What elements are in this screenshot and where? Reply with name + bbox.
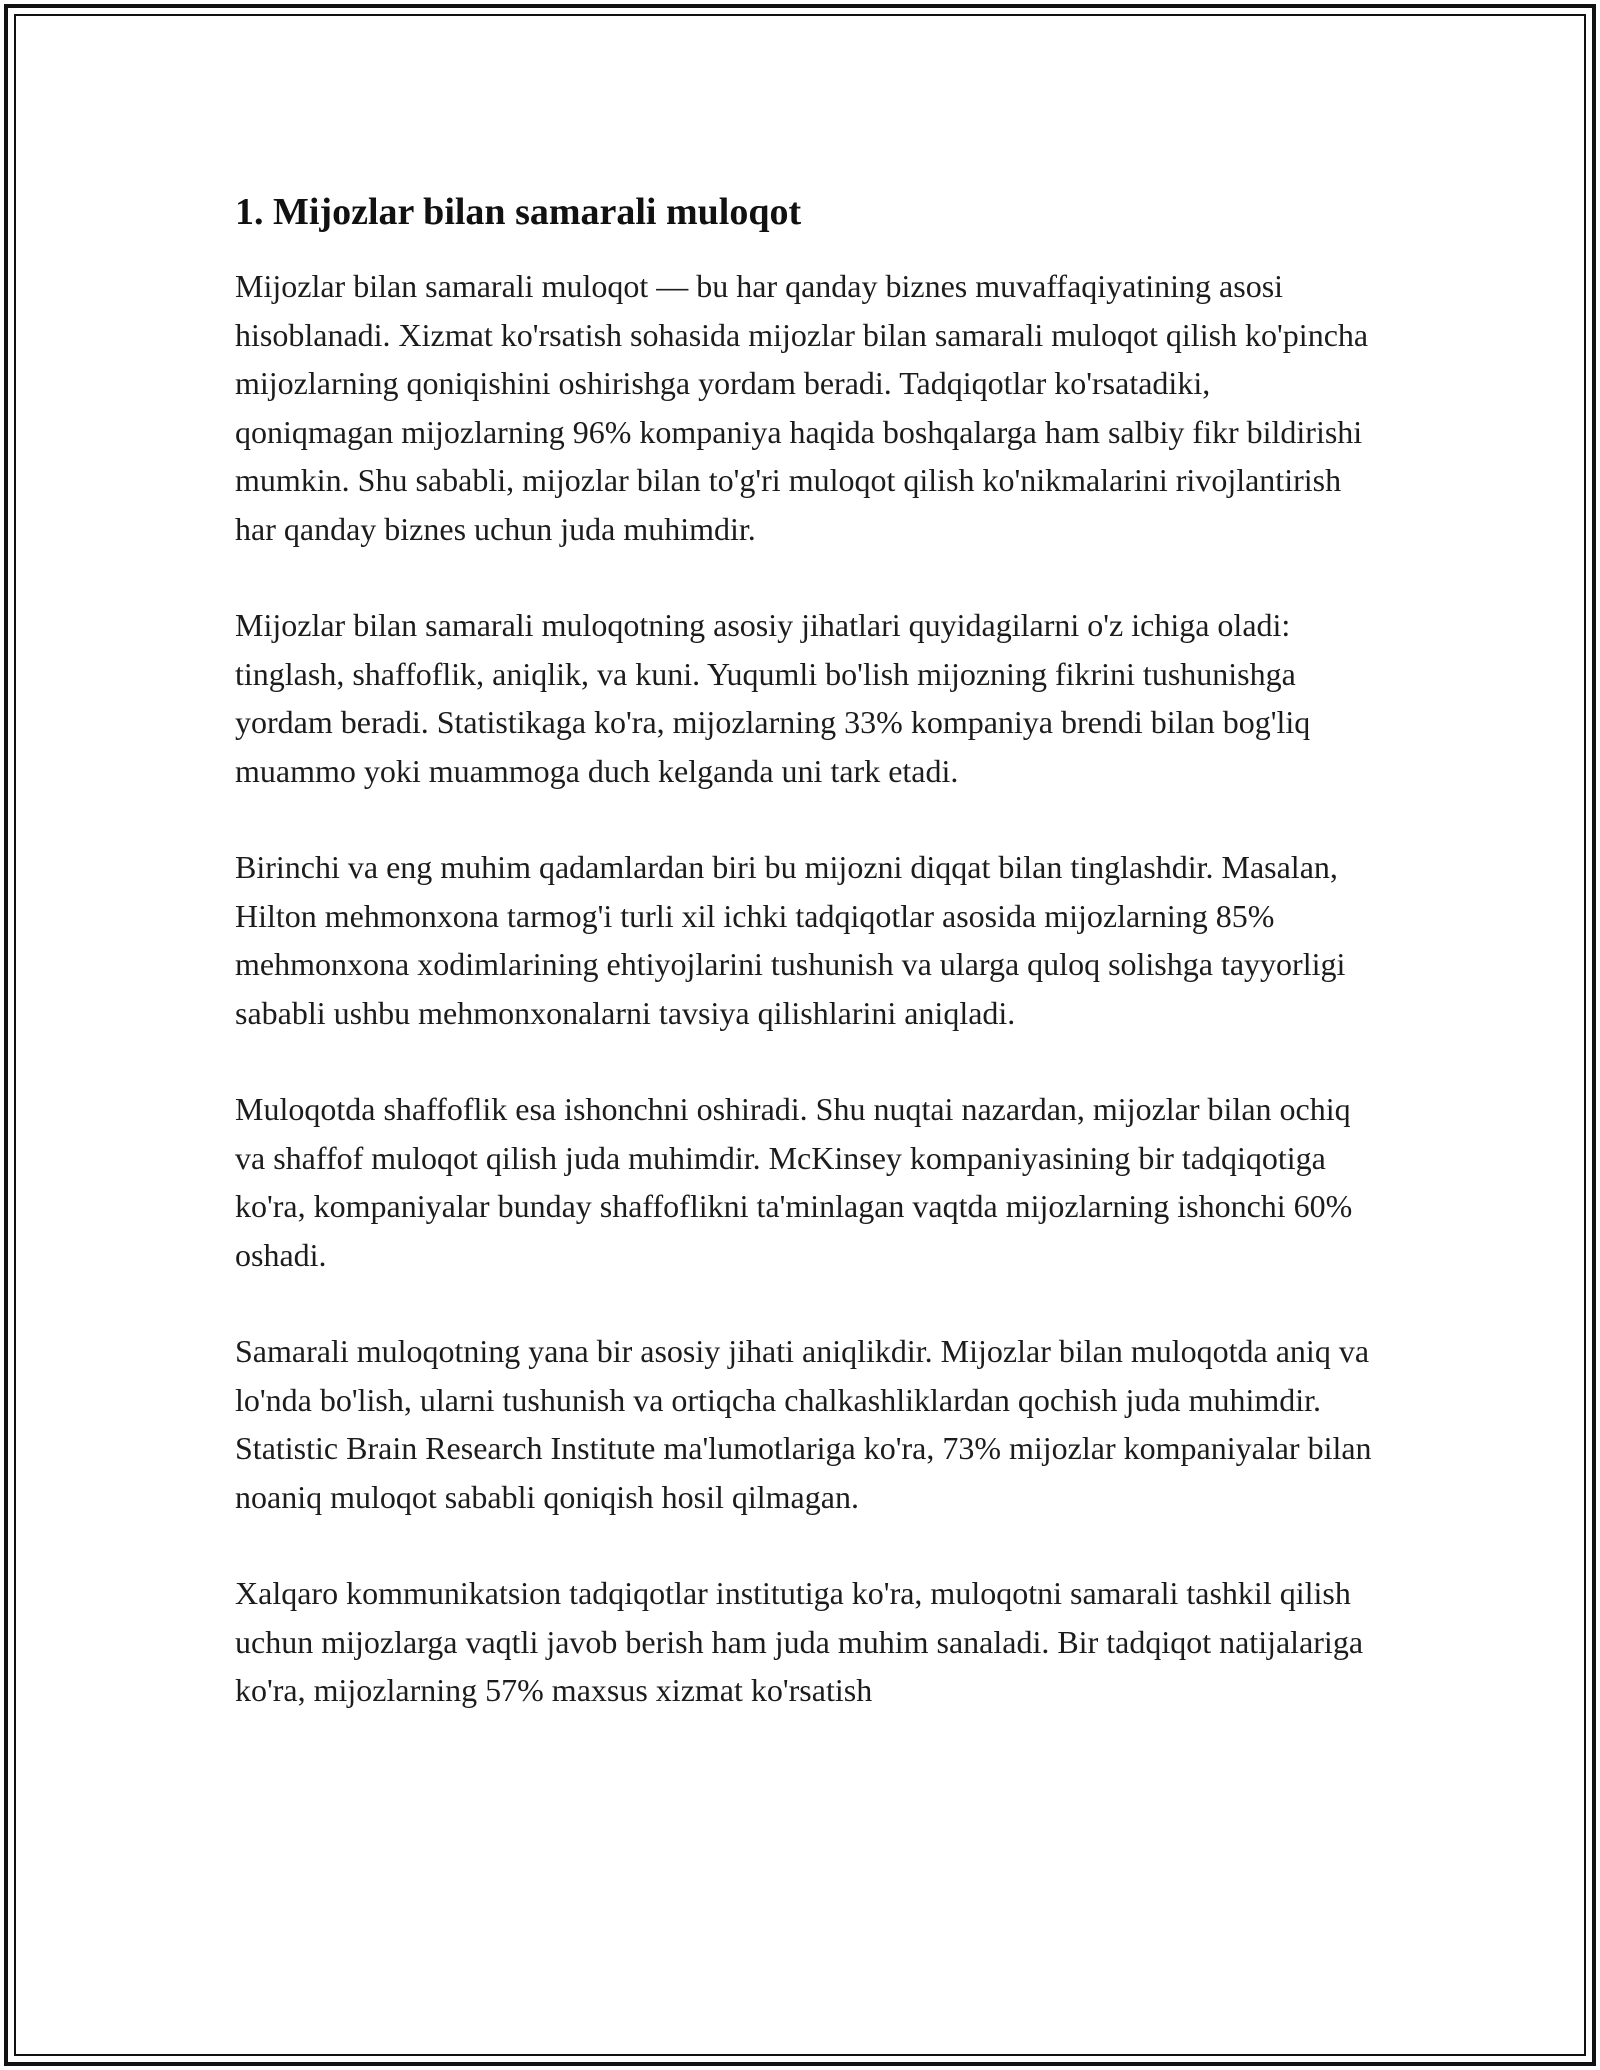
- paragraph-2: Mijozlar bilan samarali muloqotning asosiy jihatlari quyidagilarni o'z ichiga oladi: tinglash, shaffoflik, aniqlik, va kuni. Yuqumli bo'lish mijozning fikrini tushunishga yordam beradi. Statistikaga ko'ra, mijozlarning 33% kompaniya brendi bilan bog'liq muammo yoki muammoga duch kelganda uni tark etadi.: [235, 607, 1311, 789]
- paragraph-1: Mijozlar bilan samarali muloqot — bu har qanday biznes muvaffaqiyatining asosi hisoblanadi. Xizmat ko'rsatish sohasida mijozlar bilan samarali muloqot qilish ko'pincha mijozlarning qoniqishini oshirishga yordam beradi. Tadqiqotlar ko'rsatadiki, qoniqmagan mijozlarning 96% kompaniya haqida boshqalarga ham salbiy fikr bildirishi mumkin. Shu sababli, mijozlar bilan to'g'ri muloqot qilish ko'nikmalarini rivojlantirish har qanday biznes uchun juda muhimdir.: [235, 268, 1369, 547]
- section-heading: 1. Mijozlar bilan samarali muloqot: [235, 191, 802, 233]
- paragraph-5: Samarali muloqotning yana bir asosiy jihati aniqlikdir. Mijozlar bilan muloqotda aniq va lo'nda bo'lish, ularni tushunish va ortiqcha chalkashliklardan qochish juda muhimdir. Statistic Brain Research Institute ma'lumotlariga ko'ra, 73% mijozlar kompaniyalar bilan noaniq muloqot sababli qoniqish hosil qilmagan.: [235, 1333, 1372, 1515]
- paragraph-6: Xalqaro kommunikatsion tadqiqotlar institutiga ko'ra, muloqotni samarali tashkil qilish uchun mijozlarga vaqtli javob berish ham juda muhim sanaladi. Bir tadqiqot natijalariga ko'ra, mijozlarning 57% maxsus xizmat ko'rsatish: [235, 1575, 1364, 1708]
- document-body: [235, 186, 1375, 1715]
- paragraph-4: Muloqotda shaffoflik esa ishonchni oshiradi. Shu nuqtai nazardan, mijozlar bilan ochiq va shaffof muloqot qilish juda muhimdir. McKinsey kompaniyasining bir tadqiqotiga ko'ra, kompaniyalar bunday shaffoflikni ta'minlagan vaqtda mijozlarning ishonchi 60% oshadi.: [235, 1091, 1353, 1273]
- paragraph-3: Birinchi va eng muhim qadamlardan biri bu mijozni diqqat bilan tinglashdir. Masalan, Hilton mehmonxona tarmog'i turli xil ichki tadqiqotlar asosida mijozlarning 85% mehmonxona xodimlarining ehtiyojlarini tushunish va ularga quloq solishga tayyorligi sababli ushbu mehmonxonalarni tavsiya qilishlarini aniqladi.: [235, 849, 1346, 1031]
